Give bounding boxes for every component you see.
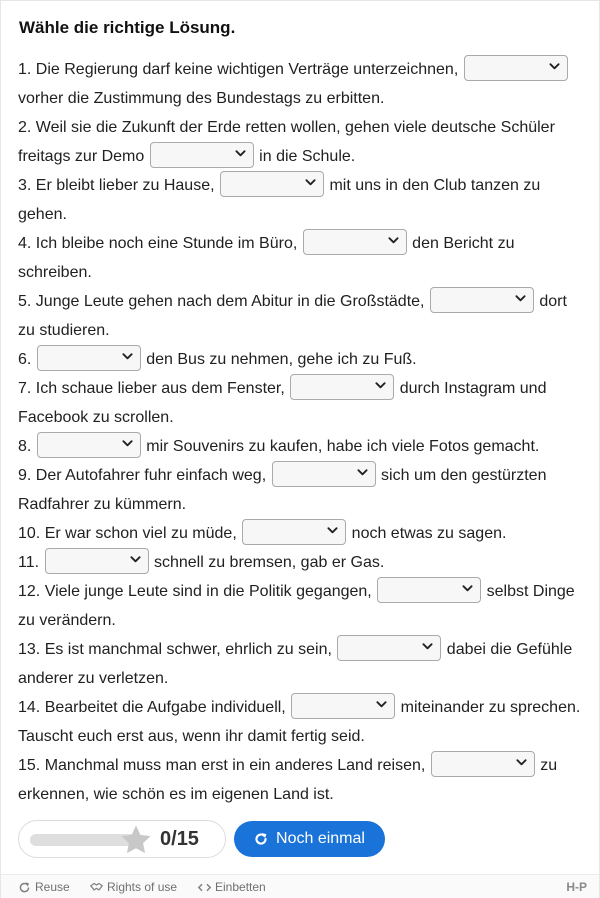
question-text-after: zu erkennen, wie schön es im eigenen Land ist. xyxy=(18,757,562,803)
question-text-before: 8. xyxy=(18,438,36,455)
question-text-after: den Bus zu nehmen, gehe ich zu Fuß. xyxy=(141,351,417,368)
question-text-before: 14. Bearbeitet die Aufgabe individuell, xyxy=(18,699,291,716)
question-1 xyxy=(18,55,588,113)
question-text-after: sich um den gestürzten Radfahrer zu kümmern. xyxy=(18,467,551,513)
question-3 xyxy=(18,171,588,229)
question-text-before: 11. xyxy=(18,554,44,571)
code-icon xyxy=(198,881,211,894)
question-text-before: 4. Ich bleibe noch eine Stunde im Büro, xyxy=(18,235,302,252)
question-text-after: durch Instagram und Facebook zu scrollen. xyxy=(18,380,551,426)
embed-link[interactable] xyxy=(198,880,266,894)
answer-dropdown-6[interactable] xyxy=(37,345,141,371)
question-6 xyxy=(18,345,588,374)
h5p-logo: H-P xyxy=(566,880,587,894)
question-9 xyxy=(18,461,588,519)
chevron-down-icon xyxy=(235,148,246,159)
answer-dropdown-8[interactable] xyxy=(37,432,141,458)
chevron-down-icon xyxy=(549,61,560,72)
handshake-icon xyxy=(90,881,103,894)
question-text-before: 1. Die Regierung darf keine wichtigen Verträge unterzeichnen, xyxy=(18,61,463,78)
question-text-after: noch etwas zu sagen. xyxy=(347,525,507,542)
question-text-after: selbst Dinge zu verändern. xyxy=(18,583,580,629)
chevron-down-icon xyxy=(122,351,133,362)
question-15 xyxy=(18,751,588,809)
question-text-before: 3. Er bleibt lieber zu Hause, xyxy=(18,177,219,194)
question-text-after: den Bericht zu schreiben. xyxy=(18,235,519,281)
h5p-actions-bar xyxy=(1,874,599,898)
chevron-down-icon xyxy=(515,293,526,304)
answer-dropdown-15[interactable] xyxy=(431,751,535,777)
question-4 xyxy=(18,229,588,287)
question-7 xyxy=(18,374,588,432)
question-text-after: miteinander zu sprechen. Tauscht euch erst aus, wenn ihr damit fertig seid. xyxy=(18,699,585,745)
answer-dropdown-9[interactable] xyxy=(272,461,376,487)
answer-dropdown-14[interactable] xyxy=(291,693,395,719)
answer-dropdown-3[interactable] xyxy=(220,171,324,197)
chevron-down-icon xyxy=(122,438,133,449)
question-text-before: 5. Junge Leute gehen nach dem Abitur in die Großstädte, xyxy=(18,293,429,310)
question-text-after: schnell zu bremsen, gab er Gas. xyxy=(149,554,385,571)
retry-button[interactable] xyxy=(234,821,385,857)
answer-dropdown-2[interactable] xyxy=(150,142,254,168)
reuse-link[interactable] xyxy=(18,880,70,894)
question-text-after: mir Souvenirs zu kaufen, habe ich viele Fotos gemacht. xyxy=(141,438,540,455)
score-max: 15 xyxy=(176,828,199,850)
question-text-after: dort zu studieren. xyxy=(18,293,572,339)
retry-label: Noch einmal xyxy=(276,830,365,847)
question-text-before: 7. Ich schaue lieber aus dem Fenster, xyxy=(18,380,290,397)
chevron-down-icon xyxy=(516,757,527,768)
question-13 xyxy=(18,635,588,693)
reuse-icon xyxy=(18,881,31,894)
chevron-down-icon xyxy=(388,235,399,246)
question-5 xyxy=(18,287,588,345)
question-text-before: 15. Manchmal muss man erst in ein anderes Land reisen, xyxy=(18,757,430,774)
question-12 xyxy=(18,577,588,635)
embed-label: Einbetten xyxy=(215,880,266,894)
answer-dropdown-11[interactable] xyxy=(45,548,149,574)
star-icon xyxy=(119,823,153,857)
chevron-down-icon xyxy=(357,467,368,478)
answer-dropdown-1[interactable] xyxy=(464,55,568,81)
question-text-before: 13. Es ist manchmal schwer, ehrlich zu sein, xyxy=(18,641,337,658)
retry-icon xyxy=(254,832,268,846)
question-text-before: 12. Viele junge Leute sind in die Politik gegangen, xyxy=(18,583,377,600)
chevron-down-icon xyxy=(462,583,473,594)
score-current: 0 xyxy=(160,828,172,850)
question-list xyxy=(18,55,588,809)
answer-dropdown-12[interactable] xyxy=(377,577,481,603)
question-text-before: 2. Weil sie die Zukunft der Erde retten wollen, gehen viele deutsche Schüler freitags zur Demo xyxy=(18,119,560,165)
reuse-label: Reuse xyxy=(35,880,70,894)
answer-dropdown-7[interactable] xyxy=(290,374,394,400)
question-text-after: dabei die Gefühle anderer zu verletzen. xyxy=(18,641,577,687)
chevron-down-icon xyxy=(327,525,338,536)
score-separator: / xyxy=(171,828,177,850)
question-10 xyxy=(18,519,588,548)
question-text-before: 9. Der Autofahrer fuhr einfach weg, xyxy=(18,467,271,484)
question-text-after: in die Schule. xyxy=(254,148,356,165)
answer-dropdown-10[interactable] xyxy=(242,519,346,545)
chevron-down-icon xyxy=(376,699,387,710)
answer-dropdown-13[interactable] xyxy=(337,635,441,661)
score-text xyxy=(160,828,199,851)
rights-of-use-link[interactable] xyxy=(90,880,177,894)
chevron-down-icon xyxy=(305,177,316,188)
result-bar xyxy=(18,819,588,859)
question-text-after: vorher die Zustimmung des Bundestags zu erbitten. xyxy=(18,61,574,107)
chevron-down-icon xyxy=(422,641,433,652)
question-8 xyxy=(18,432,588,461)
chevron-down-icon xyxy=(130,554,141,565)
question-2 xyxy=(18,113,588,171)
question-text-before: 10. Er war schon viel zu müde, xyxy=(18,525,242,542)
question-14 xyxy=(18,693,588,751)
question-text-before: 6. xyxy=(18,351,36,368)
question-11 xyxy=(18,548,588,577)
answer-dropdown-4[interactable] xyxy=(303,229,407,255)
score-display xyxy=(18,820,226,858)
answer-dropdown-5[interactable] xyxy=(430,287,534,313)
task-title: Wähle die richtige Lösung. xyxy=(19,18,236,37)
question-text-after: mit uns in den Club tanzen zu gehen. xyxy=(18,177,545,223)
chevron-down-icon xyxy=(375,380,386,391)
rights-of-use-label: Rights of use xyxy=(107,880,178,894)
